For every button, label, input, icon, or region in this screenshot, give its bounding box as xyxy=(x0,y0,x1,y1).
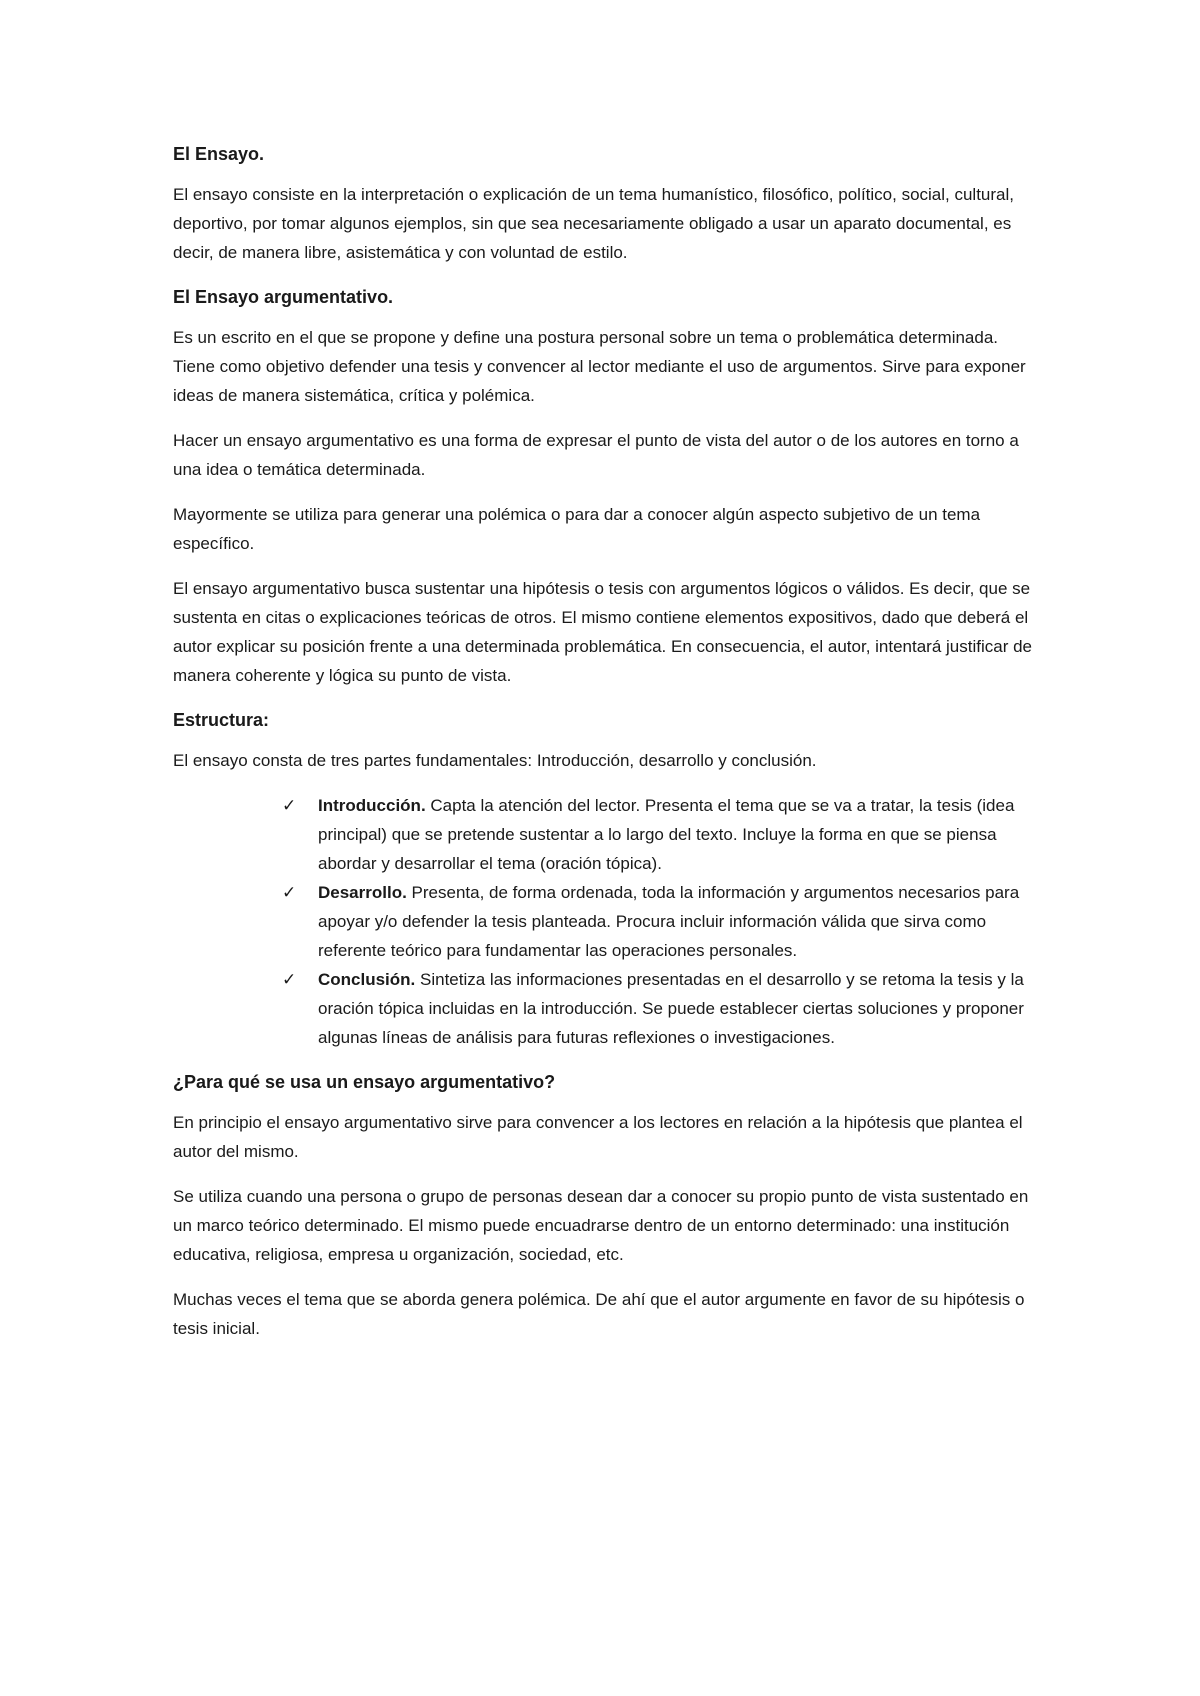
list-item-term: Desarrollo. xyxy=(318,883,407,902)
list-item-term: Introducción. xyxy=(318,796,426,815)
section-title-el-ensayo: El Ensayo. xyxy=(173,144,265,164)
paragraph: El ensayo consiste en la interpretación o explicación de un tema humanístico, filosófico, político, social, cultural, deportivo, por tomar algunos ejemplos, sin que sea necesariamente obligado a usar un aparato documental, es decir, de manera libre, asistemática y con voluntad de estilo. xyxy=(173,185,1015,262)
list-item xyxy=(282,791,1043,878)
paragraph: Mayormente se utiliza para generar una polémica o para dar a conocer algún aspecto subjetivo de un tema específico. xyxy=(173,505,981,553)
paragraph: El ensayo consta de tres partes fundamentales: Introducción, desarrollo y conclusión. xyxy=(173,751,817,770)
paragraph: Es un escrito en el que se propone y define una postura personal sobre un tema o problemática determinada. Tiene como objetivo defender una tesis y convencer al lector mediante el uso de argumentos. Sirve para exponer ideas de manera sistemática, crítica y polémica. xyxy=(173,328,1026,405)
section-title-para-que: ¿Para qué se usa un ensayo argumentativo? xyxy=(173,1072,556,1092)
paragraph: Hacer un ensayo argumentativo es una forma de expresar el punto de vista del autor o de los autores en torno a una idea o temática determinada. xyxy=(173,431,1019,479)
checkmark-icon: ✓ xyxy=(282,970,297,989)
checkmark-icon: ✓ xyxy=(282,883,297,902)
paragraph: El ensayo argumentativo busca sustentar una hipótesis o tesis con argumentos lógicos o válidos. Es decir, que se sustenta en citas o explicaciones teóricas de otros. El mismo contiene elementos expositivos, dado que deberá el autor explicar su posición frente a una determinada problemática. En consecuencia, el autor, intentará justificar de manera coherente y lógica su punto de vista. xyxy=(173,579,1032,685)
section-title-ensayo-argumentativo: El Ensayo argumentativo. xyxy=(173,287,394,307)
structure-checklist xyxy=(173,791,1043,1052)
list-item-text: Presenta, de forma ordenada, toda la información y argumentos necesarios para apoyar y/o defender la tesis planteada. Procura incluir información válida que sirva como referente teórico para fundamentar las operaciones personales. xyxy=(318,883,1020,960)
paragraph: En principio el ensayo argumentativo sirve para convencer a los lectores en relación a la hipótesis que plantea el autor del mismo. xyxy=(173,1113,1023,1161)
document-page xyxy=(173,140,1043,1359)
list-item xyxy=(282,965,1043,1052)
list-item-text: Sintetiza las informaciones presentadas en el desarrollo y se retoma la tesis y la oración tópica incluidas en la introducción. Se puede establecer ciertas soluciones y proponer algunas líneas de análisis para futuras reflexiones o investigaciones. xyxy=(318,970,1024,1047)
list-item-text: Capta la atención del lector. Presenta el tema que se va a tratar, la tesis (idea principal) que se pretende sustentar a lo largo del texto. Incluye la forma en que se piensa abordar y desarrollar el tema (oración tópica). xyxy=(318,796,1015,873)
paragraph: Muchas veces el tema que se aborda genera polémica. De ahí que el autor argumente en favor de su hipótesis o tesis inicial. xyxy=(173,1290,1025,1338)
paragraph: Se utiliza cuando una persona o grupo de personas desean dar a conocer su propio punto de vista sustentado en un marco teórico determinado. El mismo puede encuadrarse dentro de un entorno determinado: una institución educativa, religiosa, empresa u organización, sociedad, etc. xyxy=(173,1187,1029,1264)
list-item xyxy=(282,878,1043,965)
list-item-term: Conclusión. xyxy=(318,970,416,989)
checkmark-icon: ✓ xyxy=(282,796,297,815)
section-title-estructura: Estructura: xyxy=(173,710,270,730)
